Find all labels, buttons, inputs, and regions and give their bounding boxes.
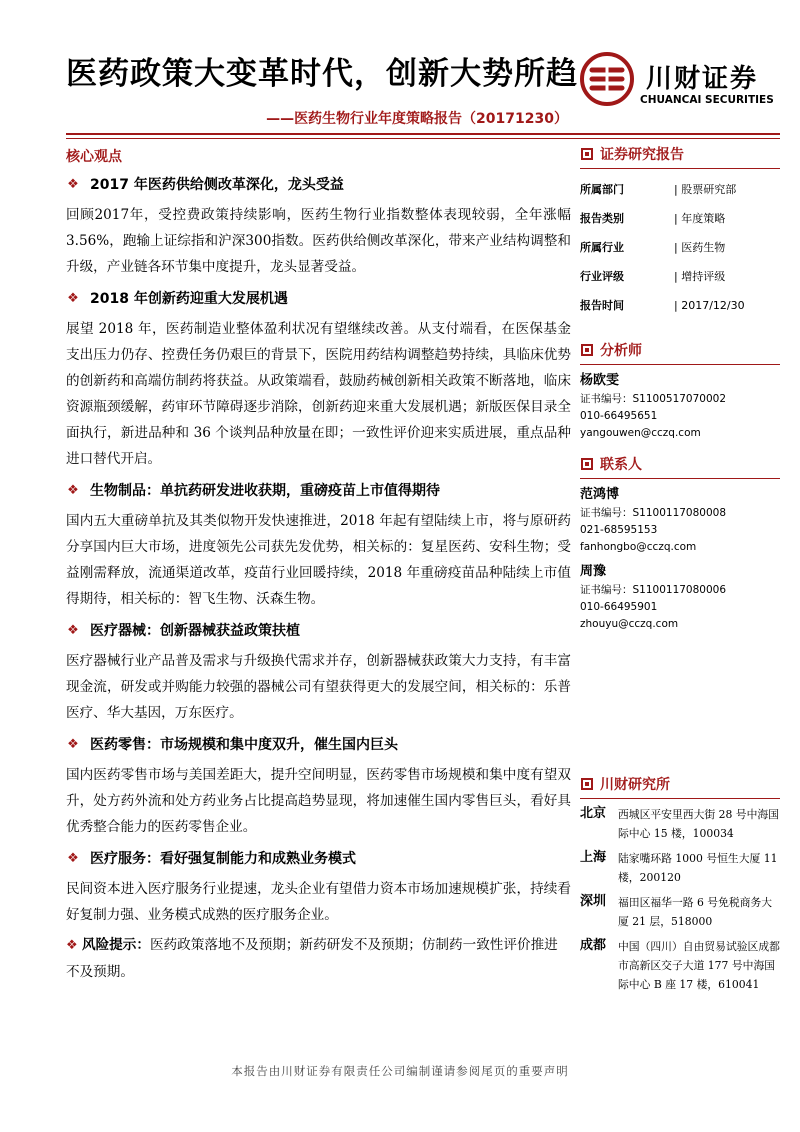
info-value: | 增持评级 bbox=[674, 270, 726, 283]
page-footer: 本报告由川财证券有限责任公司编制谨请参阅尾页的重要声明 bbox=[231, 1064, 569, 1078]
risk-warning bbox=[66, 932, 571, 985]
diamond-bullet-icon: ❖ bbox=[67, 851, 79, 866]
section-body: 民间资本进入医疗服务行业提速，龙头企业有望借力资本市场加速规模扩张，持续看好复制力强、业务模式成熟的医疗服务企业。 bbox=[66, 881, 571, 923]
person-cert: 证书编号：S1100117080008 bbox=[580, 507, 727, 519]
risk-text: 医药政策落地不及预期；新药研发不及预期；仿制药一致性评价推进不及预期。 bbox=[66, 937, 558, 980]
analyst-list bbox=[580, 371, 780, 442]
section-heading-text: 医药零售：市场规模和集中度双升，催生国内巨头 bbox=[90, 737, 398, 753]
office-city: 成都 bbox=[580, 938, 607, 953]
report-info-table bbox=[580, 175, 780, 320]
institute-icon bbox=[580, 777, 594, 791]
core-views-heading: 核心观点 bbox=[66, 149, 122, 165]
report-info-row bbox=[580, 204, 780, 233]
info-label: 行业评级 bbox=[580, 270, 624, 283]
section-body: 医疗器械行业产品普及需求与升级换代需求并存，创新器械获政策大力支持，有丰富现金流，研发或并购能力较强的器械公司有望获得更大的发展空间，相关标的：乐普医疗、华大基因，万东医疗。 bbox=[66, 653, 571, 721]
info-value: | 2017/12/30 bbox=[674, 299, 745, 312]
analyst-heading bbox=[580, 338, 780, 362]
chuancai-logo-icon bbox=[580, 52, 634, 106]
office-city: 北京 bbox=[580, 806, 607, 821]
office-city: 上海 bbox=[580, 850, 607, 865]
section-heading bbox=[66, 480, 571, 502]
section-heading-text: 生物制品：单抗药研发进收获期，重磅疫苗上市值得期待 bbox=[90, 483, 440, 499]
institute-block bbox=[580, 772, 780, 1000]
diamond-bullet-icon: ❖ bbox=[67, 291, 79, 306]
info-value: | 股票研究部 bbox=[674, 183, 737, 196]
office-entry bbox=[580, 849, 780, 887]
person-name: 周豫 bbox=[580, 564, 607, 579]
office-list bbox=[580, 805, 780, 994]
risk-label: 风险提示： bbox=[81, 937, 150, 953]
contact-heading bbox=[580, 452, 780, 476]
sidebar-rule bbox=[580, 478, 780, 479]
logo-name-cn: 川财证券 bbox=[646, 64, 759, 94]
office-address: 福田区福华一路 6 号免税商务大厦 21 层，518000 bbox=[618, 896, 773, 928]
report-info-row bbox=[580, 262, 780, 291]
info-label: 报告类别 bbox=[580, 212, 624, 225]
sidebar-rule bbox=[580, 798, 780, 799]
person-cert: 证书编号：S1100517070002 bbox=[580, 393, 727, 405]
section-body: 展望 2018 年，医药制造业整体盈利状况有望继续改善。从支付端看，在医保基金支出压力仍存、控费任务仍艰巨的背景下，医院用药结构调整趋势持续，具临床优势的创新药和高端仿制药将获益。从政策端看，鼓励药械创新相关政策不断落地，临床资源瓶颈缓解，药审环节障碍逐步消除，创新药迎来重大发展机遇；新版医保目录全面执行，新进品种和 36 个谈判品种放量在即；一致性评价迎来实质进展，重点品种进口替代开启。 bbox=[66, 321, 571, 467]
person-phone: 010-66495901 bbox=[580, 601, 658, 613]
contact-icon bbox=[580, 457, 594, 471]
section-heading-text: 2018 年创新药迎重大发展机遇 bbox=[90, 291, 288, 307]
person-phone: 010-66495651 bbox=[580, 410, 658, 422]
person-name: 杨欧雯 bbox=[580, 373, 620, 388]
contact-list bbox=[580, 485, 780, 633]
core-sections bbox=[66, 174, 571, 928]
report-info-row bbox=[580, 291, 780, 320]
report-icon bbox=[580, 147, 594, 161]
institute-heading-text: 川财研究所 bbox=[600, 777, 670, 793]
report-info-row bbox=[580, 233, 780, 262]
person-email: fanhongbo@cczq.com bbox=[580, 541, 697, 553]
office-address: 中国（四川）自由贸易试验区成都市高新区交子大道 177 号中海国际中心 B 座 17 楼，610041 bbox=[618, 940, 780, 991]
report-info-heading-text: 证券研究报告 bbox=[600, 147, 684, 163]
header-rule-thin bbox=[66, 138, 780, 139]
report-info-heading bbox=[580, 142, 780, 166]
section-heading bbox=[66, 174, 571, 196]
office-address: 西城区平安里西大街 28 号中海国际中心 15 楼，100034 bbox=[618, 808, 779, 840]
office-entry bbox=[580, 805, 780, 843]
section-heading-text: 医疗服务：看好强复制能力和成熟业务模式 bbox=[90, 851, 356, 867]
person-cert: 证书编号：S1100117080006 bbox=[580, 584, 727, 596]
logo-name-en: CHUANCAI SECURITIES bbox=[640, 94, 774, 106]
diamond-bullet-icon: ❖ bbox=[67, 737, 79, 752]
office-address: 陆家嘴环路 1000 号恒生大厦 11 楼，200120 bbox=[618, 852, 778, 884]
info-label: 报告时间 bbox=[580, 299, 624, 312]
person-email: zhouyu@cczq.com bbox=[580, 618, 679, 630]
main-content bbox=[66, 146, 571, 985]
person-name: 范鸿博 bbox=[580, 487, 620, 502]
sidebar-rule bbox=[580, 168, 780, 169]
header-rule bbox=[66, 133, 780, 135]
report-title: 医药政策大变革时代，创新大势所趋 bbox=[66, 56, 578, 92]
diamond-bullet-icon: ❖ bbox=[67, 623, 79, 638]
diamond-bullet-icon: ❖ bbox=[67, 483, 79, 498]
diamond-bullet-icon: ❖ bbox=[67, 177, 79, 192]
company-logo bbox=[580, 52, 774, 112]
info-value: | 医药生物 bbox=[674, 241, 726, 254]
info-value: | 年度策略 bbox=[674, 212, 726, 225]
section-body: 国内医药零售市场与美国差距大，提升空间明显，医药零售市场规模和集中度有望双升，处方药外流和处方药业务占比提高趋势显现，将加速催生国内零售巨头，看好具优秀整合能力的医药零售企业。 bbox=[66, 767, 571, 835]
section-heading-text: 2017 年医药供给侧改革深化，龙头受益 bbox=[90, 177, 344, 193]
section-heading-text: 医疗器械：创新器械获益政策扶植 bbox=[90, 623, 300, 639]
sidebar bbox=[580, 142, 780, 633]
section-body: 回顾2017年，受控费政策持续影响，医药生物行业指数整体表现较弱，全年涨幅3.56%，跑输上证综指和沪深300指数。医药供给侧改革深化，带来产业结构调整和升级，产业链各环节集中度提升，龙头显著受益。 bbox=[66, 207, 571, 275]
institute-heading bbox=[580, 772, 780, 796]
report-info-row bbox=[580, 175, 780, 204]
info-label: 所属部门 bbox=[580, 183, 624, 196]
office-city: 深圳 bbox=[580, 894, 607, 909]
section-heading bbox=[66, 620, 571, 642]
section-body: 国内五大重磅单抗及其类似物开发快速推进，2018 年起有望陆续上市，将与原研药分享国内巨大市场，进度领先公司获先发优势，相关标的：复星医药、安科生物；受益刚需释放，流通渠道改革，疫苗行业回暖持续，2018 年重磅疫苗品种陆续上市值得期待，相关标的：智飞生物、沃森生物。 bbox=[66, 513, 571, 607]
section-heading bbox=[66, 288, 571, 310]
info-label: 所属行业 bbox=[580, 241, 624, 254]
person-phone: 021-68595153 bbox=[580, 524, 658, 536]
person-email: yangouwen@cczq.com bbox=[580, 427, 701, 439]
analyst-heading-text: 分析师 bbox=[600, 343, 642, 359]
analyst-icon bbox=[580, 343, 594, 357]
contact-heading-text: 联系人 bbox=[600, 457, 642, 473]
office-entry bbox=[580, 893, 780, 931]
section-heading bbox=[66, 848, 571, 870]
office-entry bbox=[580, 937, 780, 994]
report-subtitle: ——医药生物行业年度策略报告（20171230） bbox=[266, 111, 568, 127]
diamond-bullet-icon: ❖ bbox=[66, 938, 78, 953]
sidebar-rule bbox=[580, 364, 780, 365]
section-heading bbox=[66, 734, 571, 756]
